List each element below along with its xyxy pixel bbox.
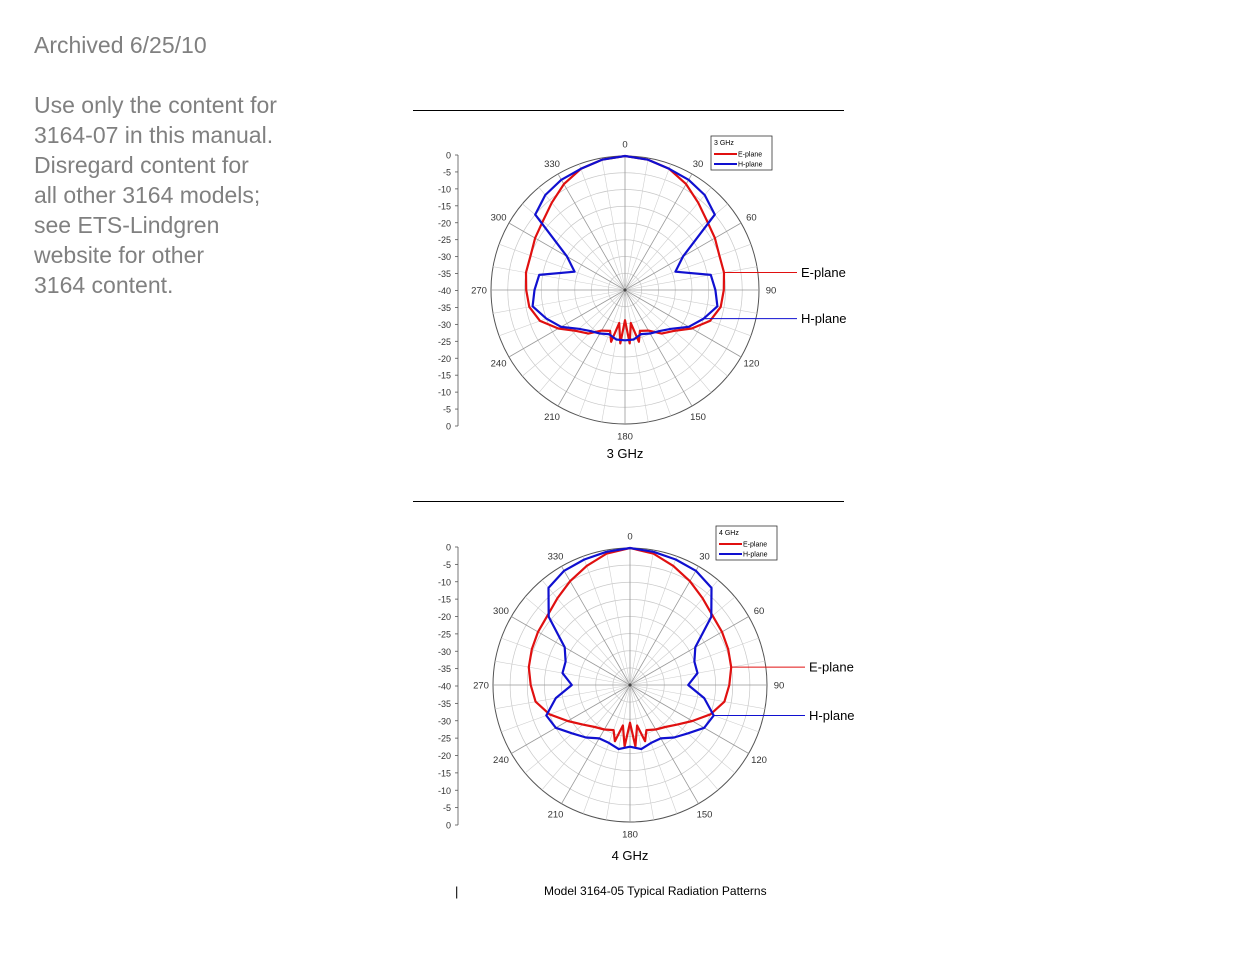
angle-tick-label: 120 [751,755,767,766]
angle-tick-label: 150 [690,411,706,423]
radial-tick-label: -20 [437,612,451,622]
angle-tick-label: 60 [746,212,757,224]
angle-tick-label: 0 [627,531,633,543]
notice-line: 3164-07 in this manual. [34,122,274,148]
angle-tick-label: 210 [544,411,560,423]
angle-tick-label: 180 [622,829,638,841]
chart-title: 4 GHz [611,848,649,863]
angle-tick-label: 150 [696,809,713,821]
polar-chart-4ghz [413,515,853,865]
radial-tick-label: 0 [445,150,451,161]
radial-tick-label: -35 [437,698,451,709]
radial-tick-label: 0 [445,820,451,831]
radial-tick-label: 0 [445,542,451,553]
radial-tick-label: -40 [437,286,451,296]
radial-tick-label: -25 [437,336,451,347]
angle-tick-label: 0 [622,139,628,151]
angle-tick-label: 240 [493,755,509,766]
angle-tick-label: 90 [765,285,777,297]
angle-tick-label: 90 [773,680,785,692]
notice-line: Disregard content for [34,152,249,178]
radial-tick-label: -25 [437,733,451,744]
radial-tick-label: -30 [437,319,451,330]
radial-tick-label: 0 [445,421,451,432]
usage-notice [34,90,334,300]
center-point [623,288,626,291]
radial-tick-label: -30 [437,646,451,657]
notice-line: see ETS-Lindgren [34,212,220,238]
angle-tick-label: 240 [490,358,507,370]
radial-tick-label: -15 [437,594,451,605]
radial-tick-label: -10 [437,785,451,796]
legend-entry: H-plane [743,551,768,559]
footer-bar: | [455,884,459,899]
legend-entry: H-plane [738,161,763,169]
radial-tick-label: -15 [437,370,451,381]
angle-tick-label: 270 [473,680,489,692]
angle-tick-label: 330 [544,159,560,171]
angle-tick-label: 120 [743,358,760,370]
radial-tick-label: -35 [437,664,451,675]
radial-tick-label: -35 [437,269,451,280]
radial-tick-label: -15 [437,201,451,212]
radial-tick-label: -20 [437,218,451,229]
archived-note: Archived 6/25/10 [34,32,207,58]
radial-tick-label: -10 [437,184,451,195]
radial-tick-label: -15 [437,768,451,779]
angle-tick-label: 330 [547,551,564,563]
notice-line: all other 3164 models; [34,182,261,208]
angle-tick-label: 30 [699,551,710,563]
radial-tick-label: -20 [437,751,451,761]
angle-tick-label: 300 [490,212,507,224]
radial-tick-label: -5 [442,167,451,178]
legend-entry: E-plane [738,151,763,159]
radial-tick-label: -40 [437,681,451,692]
radial-tick-label: -35 [437,302,451,313]
radial-tick-label: -10 [437,577,451,588]
callout-label: E-plane [801,265,846,281]
callout-label: E-plane [809,659,854,675]
angle-tick-label: 180 [617,431,633,443]
polar-chart-3ghz [413,125,853,470]
callout-label: H-plane [809,707,855,723]
radial-tick-label: -5 [442,404,451,415]
notice-line: Use only the content for [34,92,277,118]
notice-line: website for other [34,242,205,268]
center-point [628,683,631,686]
chart-title: 3 GHz [606,446,644,461]
radial-tick-label: -30 [437,252,451,263]
radial-tick-label: -10 [437,387,451,398]
radial-tick-label: -5 [442,559,451,570]
notice-line: 3164 content. [34,272,174,298]
figure-caption: Model 3164-05 Typical Radiation Patterns [544,884,767,898]
angle-tick-label: 300 [493,606,509,617]
legend-title: 4 GHz [719,530,739,537]
legend-title: 3 GHz [714,140,734,147]
callout-label: H-plane [801,311,847,327]
radial-tick-label: -25 [437,629,451,640]
legend-entry: E-plane [743,541,768,549]
angle-tick-label: 210 [547,809,564,821]
angle-tick-label: 30 [692,159,704,171]
radial-tick-label: -30 [437,716,451,727]
divider-rule-middle [413,501,844,502]
radial-tick-label: -25 [437,235,451,246]
divider-rule-top [413,110,844,111]
radial-tick-label: -20 [437,353,451,364]
radial-tick-label: -5 [442,803,451,814]
angle-tick-label: 60 [753,606,765,617]
angle-tick-label: 270 [471,285,487,297]
